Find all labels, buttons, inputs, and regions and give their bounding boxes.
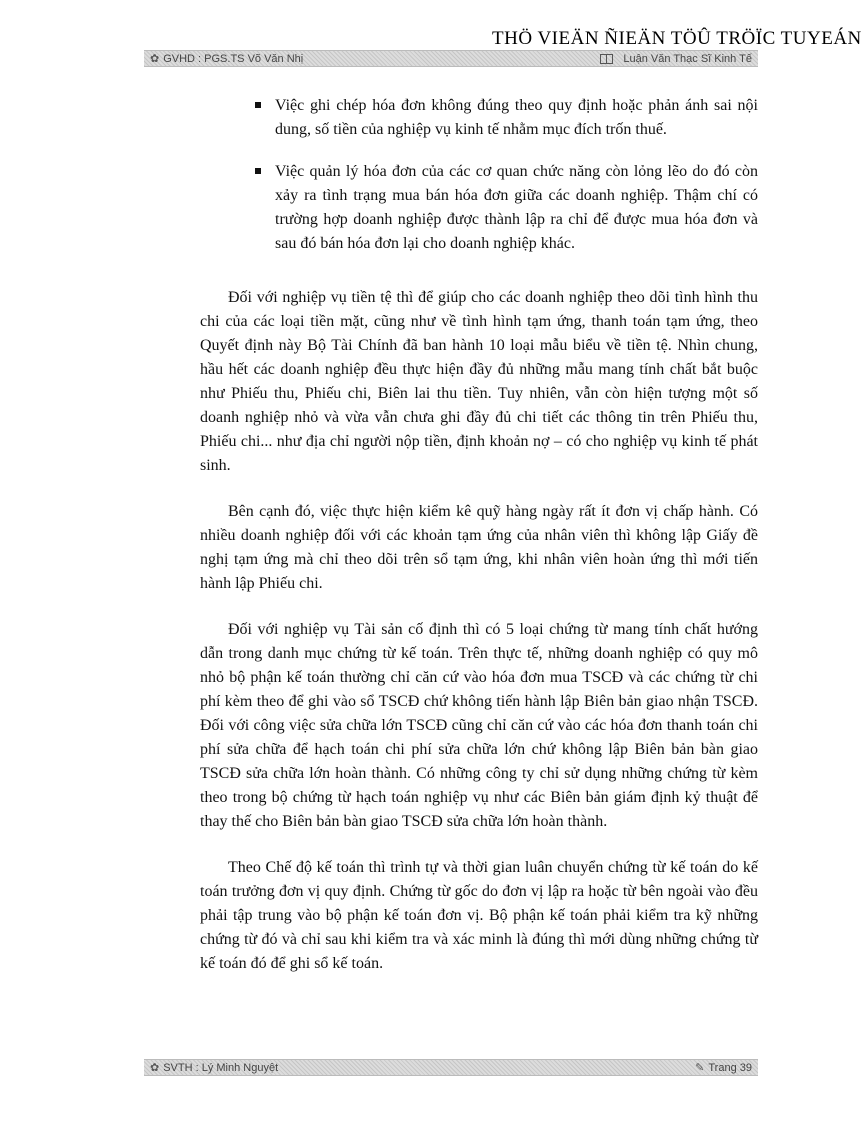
footer-right	[695, 1061, 752, 1074]
header-left	[150, 52, 303, 65]
bullet-list	[200, 94, 758, 256]
square-bullet-icon	[255, 102, 261, 108]
page-body	[200, 94, 758, 998]
header-thesis-title: Luận Văn Thạc Sĩ Kinh Tế	[623, 52, 752, 65]
page-footer	[144, 1059, 758, 1076]
book-icon	[600, 54, 613, 64]
footer-left	[150, 1061, 278, 1074]
paragraph: Đối với nghiệp vụ Tài sản cố định thì có 5 loại chứng từ mang tính chất hướng dẫn trong danh mục chứng từ kế toán. Trên thực tế, những doanh nghiệp có quy mô nhỏ bộ phận kế toán thường chỉ căn cứ vào hóa đơn mua TSCĐ và các chứng từ chi phí kèm theo để ghi vào sổ TSCĐ chứ không tiến hành lập Biên bản giao nhận TSCĐ. Đối với công việc sửa chữa lớn TSCĐ cũng chỉ căn cứ vào các hóa đơn thanh toán chi phí sửa chữa để hạch toán chi phí sửa chữa lớn chứ không lập Biên bản bàn giao TSCĐ sửa chữa lớn hoàn thành. Có những công ty chỉ sử dụng những chứng từ kèm theo trong bộ chứng từ hạch toán nghiệp vụ như các Biên bản giám định kỷ thuật để thay thế cho Biên bản bàn giao TSCĐ sửa chữa lớn hoàn thành.	[200, 621, 758, 830]
square-bullet-icon	[255, 168, 261, 174]
footer-student: SVTH : Lý Minh Nguyệt	[163, 1061, 279, 1074]
paragraph: Bên cạnh đó, việc thực hiện kiểm kê quỹ hàng ngày rất ít đơn vị chấp hành. Có nhiều doanh nghiệp đối với các khoản tạm ứng của nhân viên thì không lập Giấy đề nghị tạm ứng mà chỉ theo dõi trên sổ tạm ứng, khi nhân viên hoàn ứng thì mới tiến hành lập Phiếu chi.	[200, 503, 758, 592]
bullet-item	[200, 160, 758, 256]
flower-icon: ✿	[150, 1062, 160, 1074]
paragraph: Đối với nghiệp vụ tiền tệ thì để giúp cho các doanh nghiệp theo dõi tình hình thu chi của các loại tiền mặt, cũng như về tình hình tạm ứng, thanh toán tạm ứng, theo Quyết định này Bộ Tài Chính đã ban hành 10 loại mẫu biểu về tiền tệ. Nhìn chung, hầu hết các doanh nghiệp đều thực hiện đầy đủ những mẫu mang tính chất bắt buộc như Phiếu thu, Phiếu chi, Biên lai thu tiền. Tuy nhiên, vẫn còn hiện tượng một số doanh nghiệp nhỏ và vừa vẫn chưa ghi đầy đủ chi tiết các thông tin trên Phiếu thu, Phiếu chi... như địa chỉ người nộp tiền, định khoản nợ – có cho nghiệp vụ kinh tế phát sinh.	[200, 289, 758, 474]
flower-icon: ✿	[150, 53, 160, 65]
bullet-text: Việc ghi chép hóa đơn không đúng theo quy định hoặc phản ánh sai nội dung, số tiền của nghiệp vụ kinh tế nhằm mục đích trốn thuế.	[275, 97, 758, 138]
watermark-title: THÖ VIEÄN ÑIEÄN TÖÛ TRÖÏC TUYEÁN	[492, 28, 862, 49]
page-header	[144, 50, 758, 67]
header-supervisor: GVHD : PGS.TS Võ Văn Nhị	[163, 52, 304, 65]
pen-icon: ✎	[695, 1062, 705, 1074]
page-number: Trang 39	[708, 1061, 752, 1074]
bullet-text: Việc quản lý hóa đơn của các cơ quan chức năng còn lỏng lẽo do đó còn xảy ra tình trạng mua bán hóa đơn giữa các doanh nghiệp. Thậm chí có trường hợp doanh nghiệp được thành lập ra chỉ để được mua hóa đơn và sau đó bán hóa đơn lại cho doanh nghiệp khác.	[275, 163, 758, 252]
header-right	[600, 53, 752, 65]
bullet-item	[200, 94, 758, 142]
paragraph: Theo Chế độ kế toán thì trình tự và thời gian luân chuyển chứng từ kế toán do kế toán trưởng đơn vị quy định. Chứng từ gốc do đơn vị lập ra hoặc từ bên ngoài vào đều phải tập trung vào bộ phận kế toán đơn vị. Bộ phận kế toán phải kiểm tra kỹ những chứng từ đó và chỉ sau khi kiểm tra và xác minh là đúng thì mới dùng những chứng từ kế toán đó để ghi sổ kế toán.	[200, 859, 758, 972]
